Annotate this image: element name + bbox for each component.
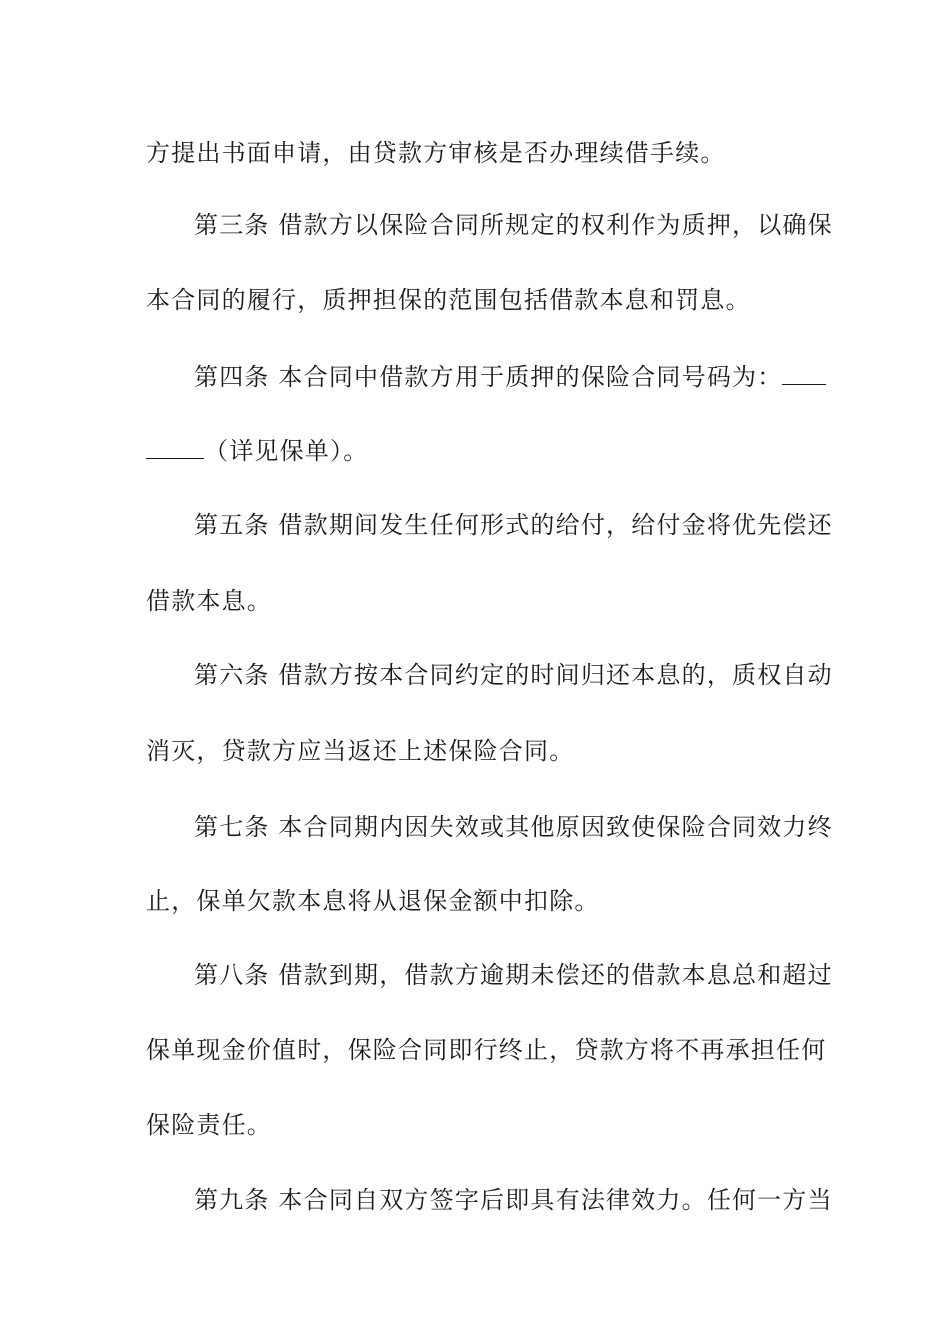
text-line (146, 435, 806, 467)
blank-field-underline (782, 362, 826, 385)
article-4-heading-line (194, 361, 806, 393)
article-9-heading-line: 第九条 本合同自双方签字后即具有法律效力。任何一方当 (194, 1186, 833, 1214)
text-line: 借款本息。 (146, 587, 272, 615)
article-3-heading-line: 第三条 借款方以保险合同所规定的权利作为质押，以确保 (194, 211, 833, 239)
blank-field-underline (146, 436, 204, 459)
text-line: 方提出书面申请，由贷款方审核是否办理续借手续。 (146, 139, 726, 167)
text-line: 止，保单欠款本息将从退保金额中扣除。 (146, 887, 600, 915)
article-5-heading-line: 第五条 借款期间发生任何形式的给付，给付金将优先偿还 (194, 511, 833, 539)
policy-reference-text: （详见保单）。 (204, 437, 369, 465)
article-7-heading-line: 第七条 本合同期内因失效或其他原因致使保险合同效力终 (194, 813, 833, 841)
text-line: 本合同的履行，质押担保的范围包括借款本息和罚息。 (146, 286, 751, 314)
article-8-heading-line: 第八条 借款到期，借款方逾期未偿还的借款本息总和超过 (194, 961, 833, 989)
text-line: 消灭，贷款方应当返还上述保险合同。 (146, 737, 575, 765)
text-line: 保险责任。 (146, 1111, 272, 1139)
article-6-heading-line: 第六条 借款方按本合同约定的时间归还本息的，质权自动 (194, 661, 833, 689)
text-line: 保单现金价值时，保险合同即行终止，贷款方将不再承担任何 (146, 1036, 827, 1064)
article-4-text: 第四条 本合同中借款方用于质押的保险合同号码为： (194, 363, 783, 391)
